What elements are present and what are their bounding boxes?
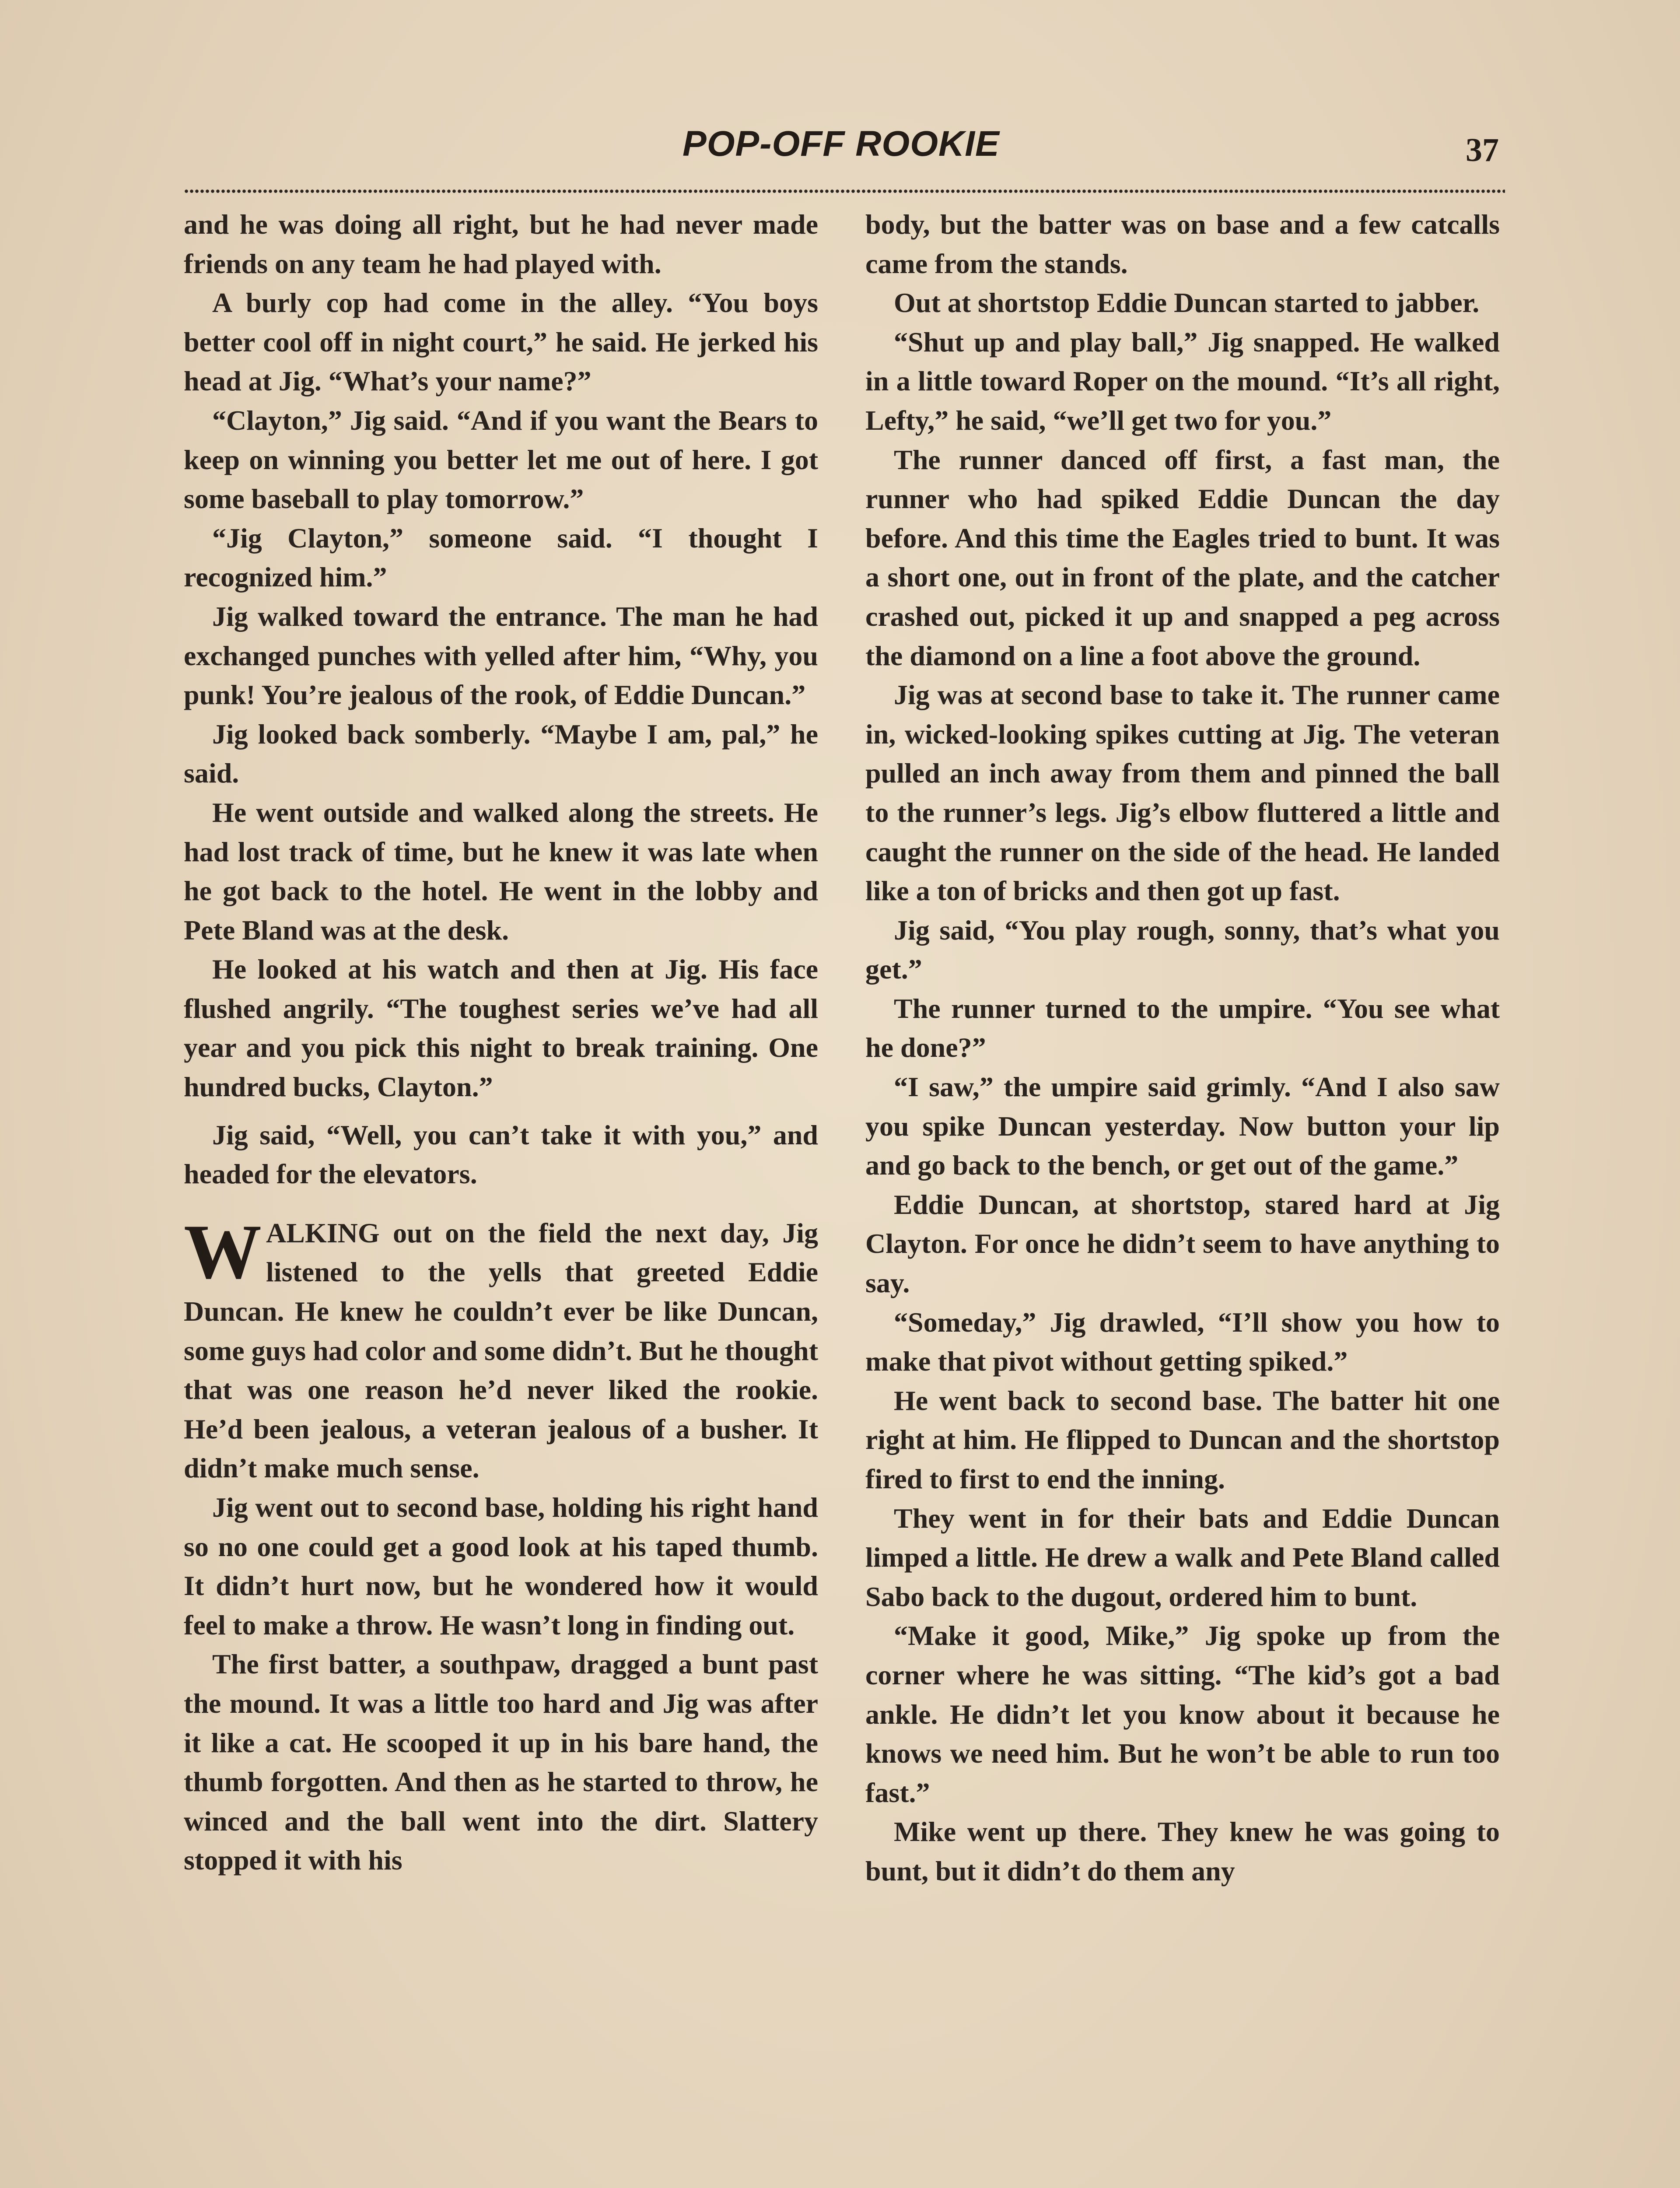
section-opening-paragraph [184, 1208, 818, 1488]
paragraph: Out at shortstop Eddie Duncan started to jabber. [894, 287, 1480, 319]
paragraph: They went in for their bats and Eddie Duncan limped a little. He drew a walk and Pete Bland called Sabo back to the dugout, ordered him to bunt. [865, 1502, 1500, 1612]
paragraph: The first batter, a southpaw, dragged a bunt past the mound. It was a little too hard and Jig was after it like a cat. He scooped it up in his bare hand, the thumb forgotten. And then as he started to throw, he winced and the ball went into the dirt. Slattery stopped it with his [184, 1648, 818, 1876]
paragraph: Jig looked back somberly. “Maybe I am, pal,” he said. [184, 718, 818, 789]
paragraph: Eddie Duncan, at shortstop, stared hard at Jig Clayton. For once he didn’t seem to have anything to say. [865, 1189, 1500, 1299]
paragraph: Jig went out to second base, holding his right hand so no one could get a good look at his taped thumb. It didn’t hurt now, but he wondered how it would feel to make a throw. He wasn’t long in finding out. [184, 1492, 818, 1641]
paragraph: “Make it good, Mike,” Jig spoke up from the corner where he was sitting. “The kid’s got a bad ankle. He didn’t let you know about it because he knows we need him. But he won’t be able to run too fast.” [865, 1620, 1500, 1808]
paragraph: Mike went up there. They knew he was going to bunt, but it didn’t do them any [865, 1816, 1500, 1886]
paragraph: “I saw,” the umpire said grimly. “And I also saw you spike Duncan yesterday. Now button your lip and go back to the bench, or get out of the game.” [865, 1071, 1500, 1181]
story-title: POP-OFF ROOKIE [682, 124, 1000, 164]
page-number: 37 [1466, 132, 1499, 168]
paragraph: “Shut up and play ball,” Jig snapped. He walked in a little toward Roper on the mound. “It’s all right, Lefty,” he said, “we’ll get two for you.” [865, 326, 1500, 436]
dotted-header-rule [184, 189, 1505, 193]
paragraph: Jig said, “You play rough, sonny, that’s what you get.” [865, 914, 1500, 985]
paragraph: He went back to second base. The batter hit one right at him. He flipped to Duncan and the shortstop fired to first to end the inning. [865, 1385, 1500, 1494]
right-column [865, 205, 1500, 1891]
drop-cap-letter: W [184, 1208, 262, 1295]
paragraph: and he was doing all right, but he had never made friends on any team he had played with. [184, 209, 818, 279]
paragraph: Jig said, “Well, you can’t take it with you,” and headed for the elevators. [184, 1119, 818, 1190]
paragraph: He went outside and walked along the streets. He had lost track of time, but he knew it was late when he got back to the hotel. He went in the lobby and Pete Bland was at the desk. [184, 796, 818, 946]
paragraph: Jig walked toward the entrance. The man he had exchanged punches with yelled after him, “Why, you punk! You’re jealous of the rook, of Eddie Duncan.” [184, 600, 818, 711]
paragraph: body, but the batter was on base and a few catcalls came from the stands. [865, 209, 1500, 279]
paragraph: “Jig Clayton,” someone said. “I thought I recognized him.” [184, 522, 818, 593]
left-column [184, 205, 818, 1880]
paragraph: The runner turned to the umpire. “You see what he done?” [865, 992, 1500, 1063]
paragraph: “Someday,” Jig drawled, “I’ll show you how to make that pivot without getting spiked.” [865, 1306, 1500, 1377]
paragraph: The runner danced off first, a fast man, the runner who had spiked Eddie Duncan the day before. And this time the Eagles tried to bunt. It was a short one, out in front of the plate, and the catcher crashed out, picked it up and snapped a peg across the diamond on a line a foot above the ground. [865, 444, 1500, 671]
section-opening-text: ALKING out on the field the next day, Jig listened to the yells that greeted Eddie Duncan. He knew he couldn’t ever be like Duncan, some guys had color and some didn’t. But he thought that was one reason he’d never liked the rookie. He’d been jealous, a veteran jealous of a busher. It didn’t make much sense. [184, 1217, 818, 1484]
paragraph: “Clayton,” Jig said. “And if you want the Bears to keep on winning you better let me out of here. I got some baseball to play tomorrow.” [184, 404, 818, 515]
paragraph: A burly cop had come in the alley. “You boys better cool off in night court,” he said. He jerked his head at Jig. “What’s your name?” [184, 287, 818, 397]
paragraph: Jig was at second base to take it. The runner came in, wicked-looking spikes cutting at Jig. The veteran pulled an inch away from them and pinned the ball to the runner’s legs. Jig’s elbow fluttered a little and caught the runner on the side of the head. He landed like a ton of bricks and then got up fast. [865, 679, 1500, 907]
paragraph: He looked at his watch and then at Jig. His face flushed angrily. “The toughest series we’ve had all year and you pick this night to break training. One hundred bucks, Clayton.” [184, 954, 818, 1103]
